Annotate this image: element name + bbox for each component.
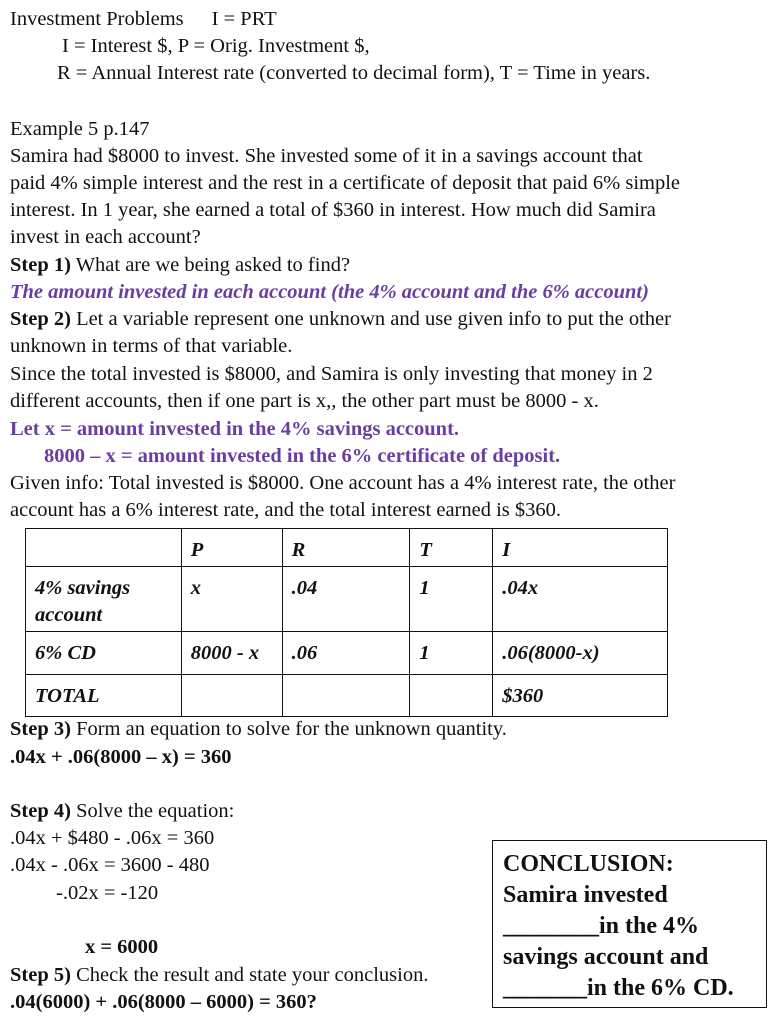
table-cell: 1 — [410, 632, 493, 675]
given-line: Given info: Total invested is $8000. One account has a 4% interest rate, the other — [10, 472, 676, 494]
step3-text: Form an equation to solve for the unknown quantity. — [70, 718, 507, 740]
variable-definitions-1: I = Interest $, P = Orig. Investment $, — [62, 35, 370, 57]
step2-text: Let a variable represent one unknown and use given info to put the other — [70, 308, 671, 330]
step1-answer: The amount invested in each account (the 4% account and the 6% account) — [10, 281, 649, 303]
table-cell — [410, 675, 493, 717]
page-title: Investment Problems — [10, 8, 184, 30]
step2 — [10, 306, 671, 333]
table-row — [26, 675, 668, 717]
step4-label: Step 4) — [10, 800, 71, 822]
table-cell: 8000 - x — [181, 632, 282, 675]
problem-line: interest. In 1 year, she earned a total of $360 in interest. How much did Samira — [10, 199, 656, 221]
step1-text: What are we being asked to find? — [70, 254, 351, 276]
table-row — [26, 567, 668, 632]
table-header — [26, 529, 182, 567]
conclusion-line: savings account and — [503, 944, 709, 970]
table-cell — [282, 675, 410, 717]
investment-table — [25, 528, 668, 717]
step3-label: Step 3) — [10, 718, 71, 740]
table-header-row — [26, 529, 668, 567]
example-title: Example 5 p.147 — [10, 118, 150, 140]
conclusion-line: ________in the 4% — [503, 913, 700, 939]
table-cell — [181, 675, 282, 717]
conclusion-line: CONCLUSION: — [503, 851, 674, 877]
table-cell: .06 — [282, 632, 410, 675]
step3 — [10, 716, 507, 743]
table-cell: .04 — [282, 567, 410, 632]
table-header: T — [410, 529, 493, 567]
solve-line: -.02x = -120 — [56, 882, 159, 904]
step4 — [10, 798, 234, 825]
step1 — [10, 252, 350, 279]
title-line — [10, 6, 277, 33]
since-line: Since the total invested is $8000, and Samira is only investing that money in 2 — [10, 363, 653, 385]
step2-text-2: unknown in terms of that variable. — [10, 335, 293, 357]
step5-check: .04(6000) + .06(8000 – 6000) = 360? — [10, 991, 317, 1013]
table-header: R — [282, 529, 410, 567]
table-cell: 4% savings account — [26, 567, 182, 632]
table-header: P — [181, 529, 282, 567]
solve-line: .04x - .06x = 3600 - 480 — [10, 854, 210, 876]
let-x: Let x = amount invested in the 4% savings account. — [10, 418, 460, 440]
conclusion-box — [492, 840, 767, 1008]
given-line: account has a 6% interest rate, and the total interest earned is $360. — [10, 499, 562, 521]
table-cell: .06(8000-x) — [493, 632, 668, 675]
let-other: 8000 – x = amount invested in the 6% certificate of deposit. — [44, 445, 561, 467]
since-line: different accounts, then if one part is x,, the other part must be 8000 - x. — [10, 390, 599, 412]
table-cell: x — [181, 567, 282, 632]
step3-equation: .04x + .06(8000 – x) = 360 — [10, 746, 232, 768]
table-cell: $360 — [493, 675, 668, 717]
step4-text: Solve the equation: — [70, 800, 235, 822]
table-cell: TOTAL — [26, 675, 182, 717]
problem-line: paid 4% simple interest and the rest in a certificate of deposit that paid 6% simple — [10, 172, 681, 194]
step5-text: Check the result and state your conclusion. — [70, 964, 429, 986]
table-cell: .04x — [493, 567, 668, 632]
solve-line: .04x + $480 - .06x = 360 — [10, 827, 215, 849]
problem-line: Samira had $8000 to invest. She invested some of it in a savings account that — [10, 145, 643, 167]
table-header: I — [493, 529, 668, 567]
formula: I = PRT — [211, 8, 277, 30]
table-row — [26, 632, 668, 675]
step5-label: Step 5) — [10, 964, 71, 986]
conclusion-line: Samira invested — [503, 882, 668, 908]
table-cell: 6% CD — [26, 632, 182, 675]
step2-label: Step 2) — [10, 308, 71, 330]
table-cell: 1 — [410, 567, 493, 632]
problem-line: invest in each account? — [10, 226, 201, 248]
conclusion-line: _______in the 6% CD. — [503, 975, 734, 1001]
step5 — [10, 962, 428, 989]
variable-definitions-2: R = Annual Interest rate (converted to decimal form), T = Time in years. — [57, 62, 651, 84]
step1-label: Step 1) — [10, 254, 71, 276]
solve-result: x = 6000 — [85, 936, 159, 958]
